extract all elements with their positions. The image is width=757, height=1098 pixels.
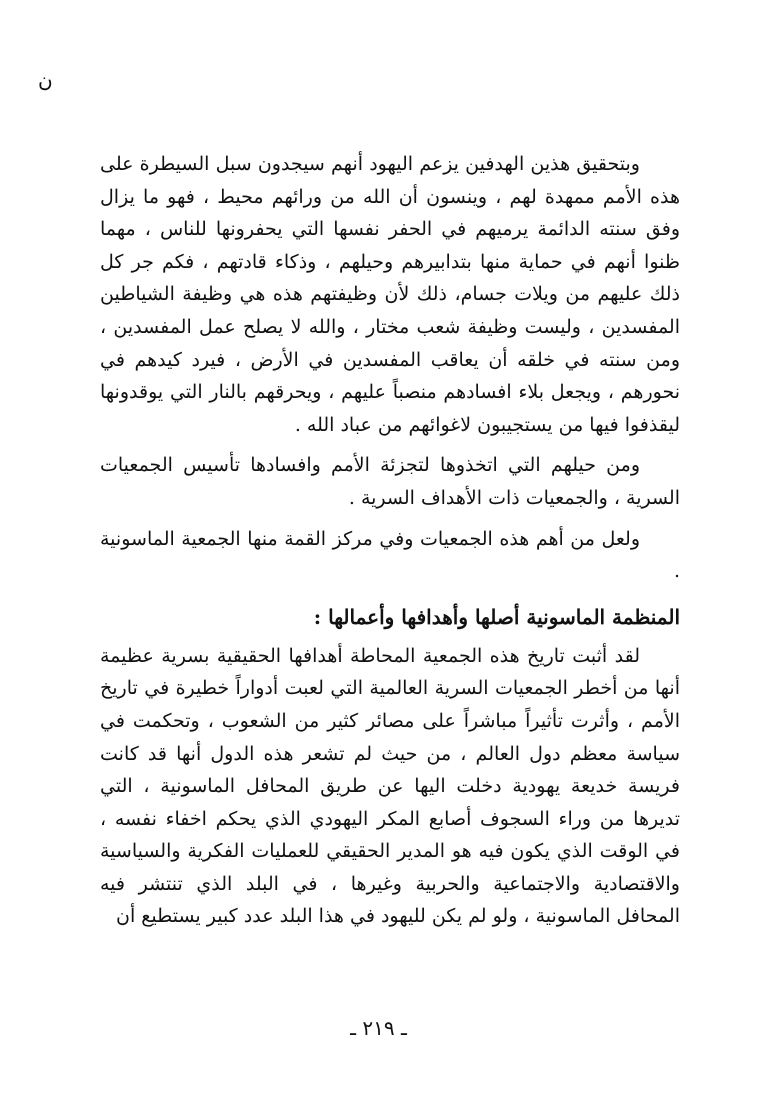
paragraph-3: ولعل من أهم هذه الجمعيات وفي مركز القمة منها الجمعية الماسونية . — [100, 527, 680, 583]
page-body — [100, 148, 680, 933]
paragraph-1: وبتحقيق هذين الهدفين يزعم اليهود أنهم سيجدون سبل السيطرة على هذه الأمم ممهدة لهم ، وينسون أن الله من ورائهم محيط ، فهو ما يزال وفق سنته الدائمة يرميهم في الحفر نفسها التي يحفرونها للناس ، مهما ظنوا أنهم في حماية منها بتدابيرهم وحيلهم ، وذكاء قادتهم ، فكم جر كل ذلك عليهم من ويلات جسام، ذلك لأن وظيفتهم هذه هي وظيفة الشياطين المفسدين ، وليست وظيفة شعب مختار ، والله لا يصلح عمل المفسدين ، ومن سنته في خلقه أن يعاقب المفسدين في الأرض ، فيرد كيدهم في نحورهم ، ويجعل بلاء افسادهم منصباً عليهم ، ويحرقهم بالنار التي يوقدونها ليقذفوا فيها من يستجيبون لاغوائهم من عباد الله . — [100, 153, 680, 436]
section-heading: المنظمة الماسونية أصلها وأهدافها وأعمالها : — [313, 604, 680, 629]
paragraph-4: لقد أثبت تاريخ هذه الجمعية المحاطة أهدافها الحقيقية بسرية عظيمة أنها من أخطر الجمعيات السرية العالمية التي لعبت أدواراً خطيرة في تاريخ الأمم ، وأثرت تأثيراً مباشراً على مصائر كثير من الشعوب ، وتحكمت في سياسة معظم دول العالم ، من حيث لم تشعر هذه الدول أنها قد كانت فريسة خديعة يهودية دخلت اليها عن طريق المحافل الماسونية ، التي تديرها من وراء السجوف أصابع المكر اليهودي الذي يحكم اخفاء نفسه ، في الوقت الذي يكون فيه هو المدير الحقيقي للعمليات الفكرية والسياسية والاقتصادية والاجتماعية والحربية وغيرها ، في البلد الذي تنتشر فيه المحافل الماسونية ، ولو لم يكن لليهود في هذا البلد عدد كبير يستطيع أن — [100, 644, 680, 928]
paragraph-2: ومن حيلهم التي اتخذوها لتجزئة الأمم وافسادها تأسيس الجمعيات السرية ، والجمعيات ذات الأهداف السرية . — [100, 454, 680, 509]
page-number: ـ ٢١٩ ـ — [350, 1016, 407, 1040]
corner-mark: ن — [38, 68, 53, 92]
